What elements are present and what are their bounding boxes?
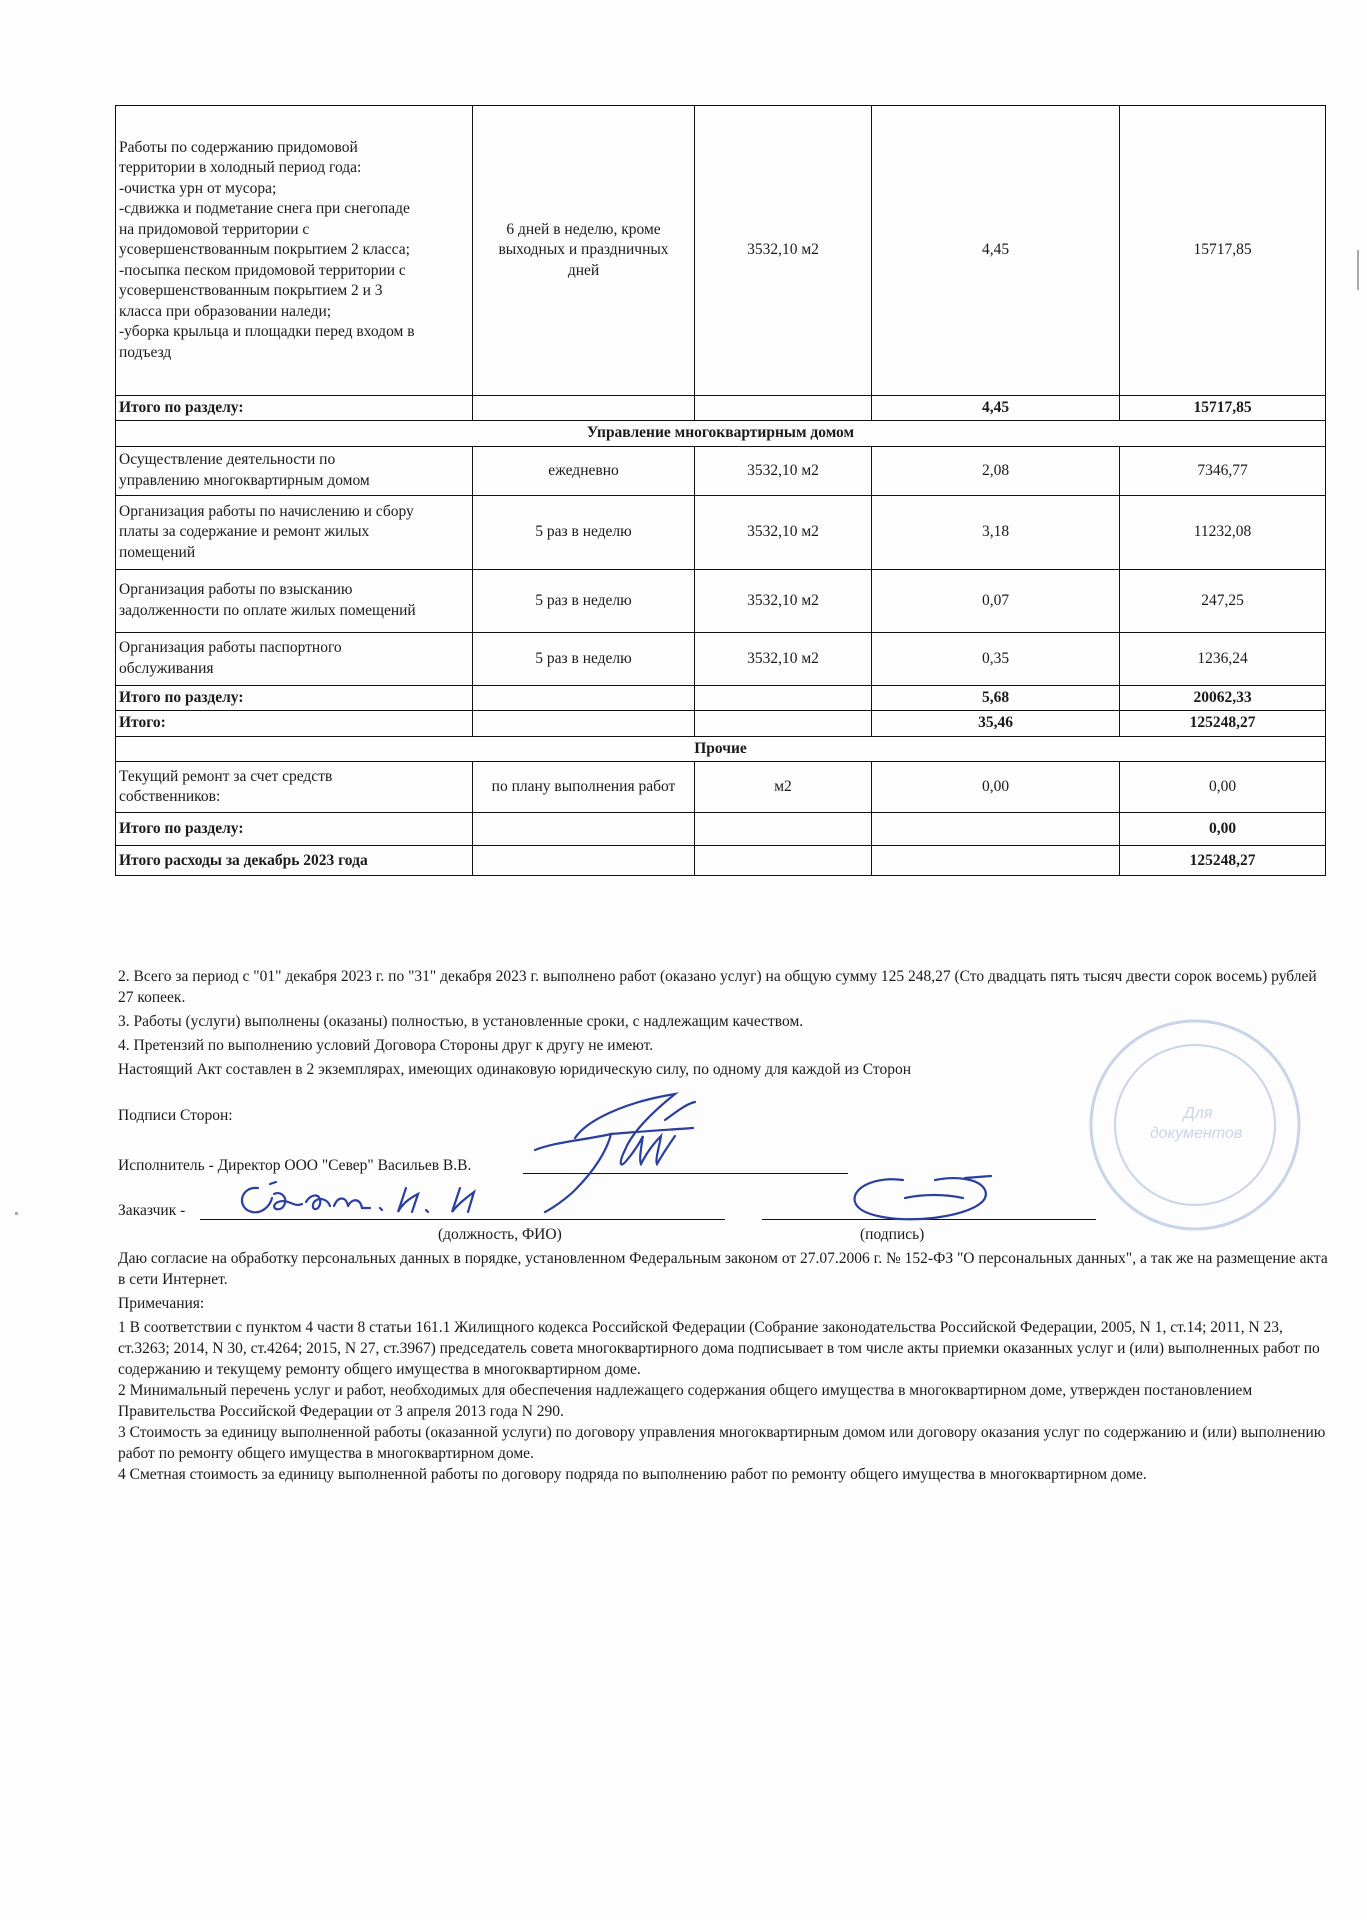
table-row xyxy=(116,569,1326,632)
paragraph-total-amount: 2. Всего за период с "01" декабря 2023 г. по "31" декабря 2023 г. выполнено работ (оказано услуг) на общую сумму 125 248,27 (Сто двадцать пять тысяч двести сорок восемь) рублей 27 копеек. xyxy=(118,968,1317,1006)
total-label: Итого по разделу: xyxy=(116,813,473,846)
handwritten-customer-name xyxy=(230,1178,530,1226)
note-2: 2 Минимальный перечень услуг и работ, необходимых для обеспечения надлежащего содержания общего имущества в многоквартирном доме, утвержден постановлением Правительства Российской Федерации от 3 апреля 2013 года N 290. xyxy=(118,1382,1253,1420)
empty-cell xyxy=(695,813,872,846)
scan-artifact xyxy=(15,1212,18,1215)
service-area: 3532,10 м2 xyxy=(695,632,872,685)
stamp-text-2: документов xyxy=(1149,1125,1243,1142)
scan-artifact xyxy=(1357,250,1359,290)
executor-line: Исполнитель - Директор ООО "Север" Васильев В.В. xyxy=(118,1157,472,1174)
service-rate: 0,07 xyxy=(872,569,1120,632)
empty-cell xyxy=(695,396,872,421)
signatures-heading: Подписи Сторон: xyxy=(118,1107,233,1124)
note-4: 4 Сметная стоимость за единицу выполненной работы по договору подряда по выполнению работ по ремонту общего имущества в многоквартирном доме. xyxy=(118,1466,1147,1483)
notes-block xyxy=(118,1248,1328,1485)
service-sum: 1236,24 xyxy=(1120,632,1326,685)
service-area: 3532,10 м2 xyxy=(695,569,872,632)
note-3: 3 Стоимость за единицу выполненной работы (оказанной услуги) по договору управления многоквартирным домом или договору оказания услуг по содержанию и (или) выполнению работ по ремонту общего имущества в многоквартирном доме. xyxy=(118,1424,1326,1462)
customer-signature xyxy=(845,1168,1005,1228)
table-row xyxy=(116,846,1326,876)
total-label: Итого по разделу: xyxy=(116,685,473,710)
table-row xyxy=(116,495,1326,569)
table-row xyxy=(116,446,1326,495)
stamp-text-1: Для xyxy=(1183,1105,1213,1122)
total-rate: 5,68 xyxy=(872,685,1120,710)
empty-cell xyxy=(695,846,872,876)
table-row xyxy=(116,106,1326,396)
service-description: Организация работы по взысканию задолженности по оплате жилых помещений xyxy=(116,569,473,632)
service-frequency: 6 дней в неделю, кроме выходных и праздничных дней xyxy=(473,106,695,396)
service-sum: 15717,85 xyxy=(1120,106,1326,396)
paragraph-quality: 3. Работы (услуги) выполнены (оказаны) полностью, в установленные сроки, с надлежащим качеством. xyxy=(118,1013,804,1030)
service-area: 3532,10 м2 xyxy=(695,495,872,569)
services-table xyxy=(115,105,1326,876)
table-row xyxy=(116,685,1326,710)
service-rate: 0,35 xyxy=(872,632,1120,685)
table-row xyxy=(116,396,1326,421)
service-sum: 7346,77 xyxy=(1120,446,1326,495)
total-sum: 125248,27 xyxy=(1120,846,1326,876)
customer-label: Заказчик - xyxy=(118,1202,186,1219)
total-sum: 15717,85 xyxy=(1120,396,1326,421)
service-description: Работы по содержанию придомовой территории в холодный период года: -очистка урн от мусора; -сдвижка и подметание снега при снегопаде на придомовой территории с усовершенствованным покрытием 2 класса; -посыпка песком придомовой территории с усовершенствованным покрытием 2 и 3 класса при образовании наледи; -уборка крыльца и площадки перед входом в подъезд xyxy=(116,106,473,396)
note-1: 1 В соответствии с пунктом 4 части 8 статьи 161.1 Жилищного кодекса Российской Федерации (Собрание законодательства Российской Федерации, 2005, N 1, ст.14; 2011, N 23, ст.3263; 2014, N 30, ст.4264; 2015, N 27, ст.3967) председатель совета многоквартирного дома подписывает в том числе акты приемки оказанных услуг и (или) выполненных работ по содержанию и текущему ремонту общего имущества в многоквартирном доме. xyxy=(118,1319,1320,1378)
table-row xyxy=(116,421,1326,446)
empty-cell xyxy=(695,711,872,736)
signature-caption: (подпись) xyxy=(860,1226,925,1243)
service-frequency: 5 раз в неделю xyxy=(473,495,695,569)
total-label: Итого: xyxy=(116,711,473,736)
executor-signature xyxy=(515,1090,725,1215)
paragraph-no-claims: 4. Претензий по выполнению условий Договора Стороны друг к другу не имеют. xyxy=(118,1037,654,1054)
service-area: м2 xyxy=(695,762,872,813)
total-sum: 20062,33 xyxy=(1120,685,1326,710)
empty-cell xyxy=(473,813,695,846)
table-row xyxy=(116,813,1326,846)
service-frequency: 5 раз в неделю xyxy=(473,569,695,632)
service-description: Организация работы паспортного обслуживания xyxy=(116,632,473,685)
service-sum: 11232,08 xyxy=(1120,495,1326,569)
empty-cell xyxy=(695,685,872,710)
service-description: Текущий ремонт за счет средств собственников: xyxy=(116,762,473,813)
service-sum: 0,00 xyxy=(1120,762,1326,813)
total-rate xyxy=(872,813,1120,846)
table-row xyxy=(116,762,1326,813)
total-rate xyxy=(872,846,1120,876)
service-area: 3532,10 м2 xyxy=(695,106,872,396)
total-rate: 4,45 xyxy=(872,396,1120,421)
total-label: Итого расходы за декабрь 2023 года xyxy=(116,846,473,876)
empty-cell xyxy=(473,685,695,710)
service-sum: 247,25 xyxy=(1120,569,1326,632)
service-frequency: ежедневно xyxy=(473,446,695,495)
position-caption: (должность, ФИО) xyxy=(438,1226,562,1243)
section-header: Прочие xyxy=(116,736,1326,761)
service-frequency: по плану выполнения работ xyxy=(473,762,695,813)
empty-cell xyxy=(473,396,695,421)
empty-cell xyxy=(473,846,695,876)
table-row xyxy=(116,632,1326,685)
notes-heading: Примечания: xyxy=(118,1295,205,1312)
consent-paragraph: Даю согласие на обработку персональных данных в порядке, установленном Федеральным законом от 27.07.2006 г. № 152-ФЗ "О персональных данных", а так же на размещение акта в сети Интернет. xyxy=(118,1250,1328,1288)
empty-cell xyxy=(473,711,695,736)
total-sum: 125248,27 xyxy=(1120,711,1326,736)
paragraph-copies: Настоящий Акт составлен в 2 экземплярах, имеющих одинаковую юридическую силу, по одному для каждой из Сторон xyxy=(118,1061,912,1078)
total-label: Итого по разделу: xyxy=(116,396,473,421)
total-rate: 35,46 xyxy=(872,711,1120,736)
service-rate: 2,08 xyxy=(872,446,1120,495)
service-frequency: 5 раз в неделю xyxy=(473,632,695,685)
round-stamp xyxy=(1080,1010,1310,1240)
service-description: Организация работы по начислению и сбору платы за содержание и ремонт жилых помещений xyxy=(116,495,473,569)
total-sum: 0,00 xyxy=(1120,813,1326,846)
service-area: 3532,10 м2 xyxy=(695,446,872,495)
table-row xyxy=(116,736,1326,761)
service-rate: 3,18 xyxy=(872,495,1120,569)
service-description: Осуществление деятельности по управлению многоквартирным домом xyxy=(116,446,473,495)
service-rate: 0,00 xyxy=(872,762,1120,813)
service-rate: 4,45 xyxy=(872,106,1120,396)
section-header: Управление многоквартирным домом xyxy=(116,421,1326,446)
table-row xyxy=(116,711,1326,736)
